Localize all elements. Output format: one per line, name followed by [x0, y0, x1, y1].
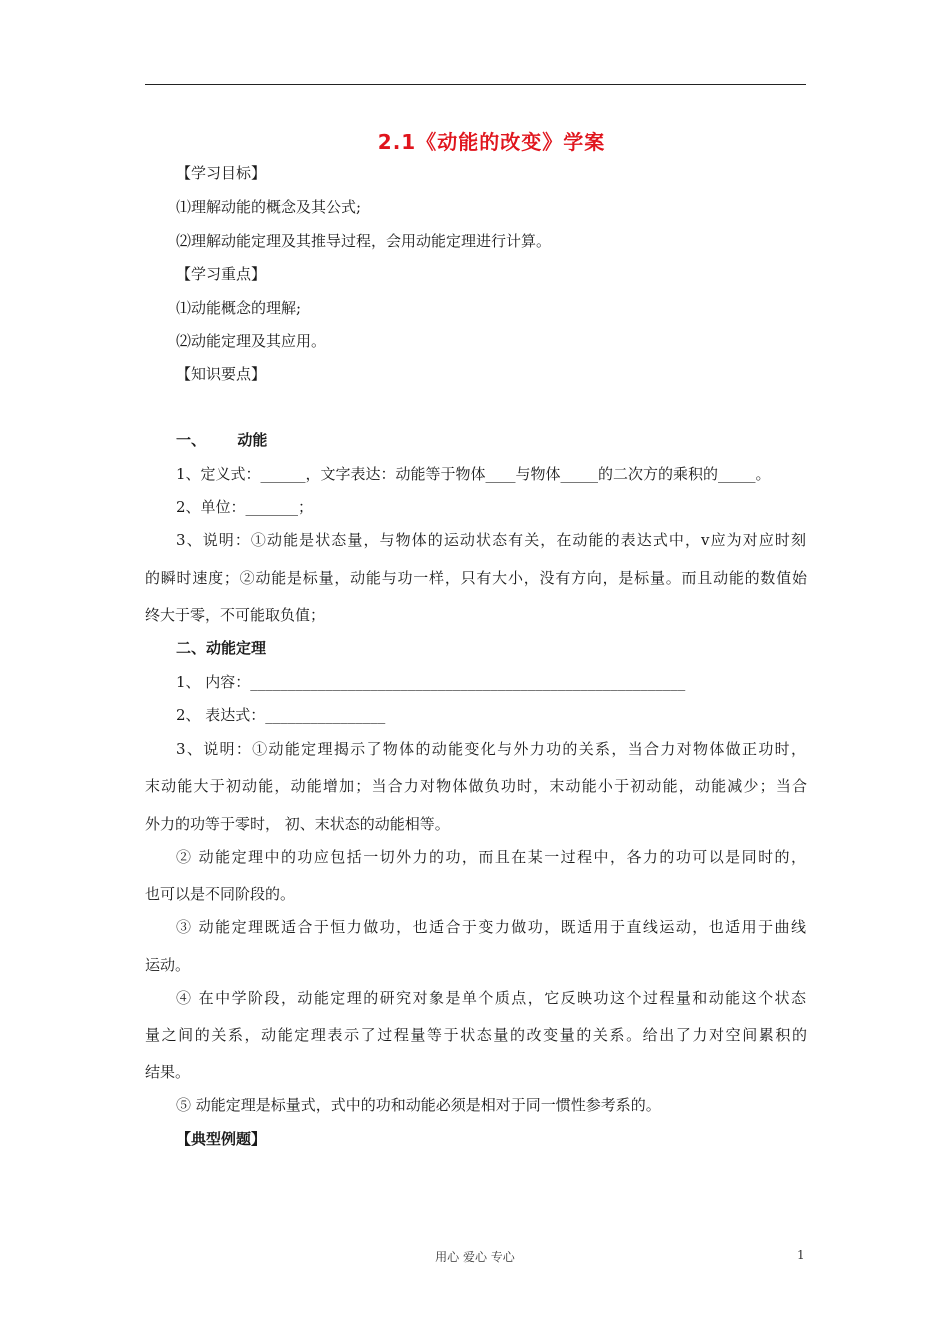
- s2-item1: 1、 内容：__________________________________________________________: [176, 673, 686, 691]
- s1-item3-line1: 3、说明：①动能是状态量，与物体的运动状态有关，在动能的表达式中，v应为对应时刻: [176, 531, 806, 549]
- footer-motto: 用心 爱心 专心: [435, 1250, 515, 1264]
- document-title: 2.1《动能的改变》学案: [377, 130, 606, 154]
- s2-item3-line1: 3、说明：①动能定理揭示了物体的动能变化与外力功的关系，当合力对物体做正功时，: [176, 740, 806, 758]
- section2-heading: 二、动能定理: [176, 639, 267, 657]
- section1-heading: 一、 动能: [176, 431, 268, 449]
- s1-item3-line2: 的瞬时速度；②动能是标量，动能与功一样，只有大小，没有方向，是标量。而且动能的数值始: [145, 569, 807, 587]
- key-point-1: ⑴动能概念的理解;: [176, 299, 302, 317]
- s1-item1: 1、定义式：______，文字表达：动能等于物体____与物体_____的二次方的乘积的_____。: [176, 465, 771, 483]
- s1-item2: 2、单位：_______；: [176, 498, 314, 516]
- examples-heading: 【典型例题】: [176, 1130, 267, 1148]
- page-number: 1: [797, 1248, 805, 1262]
- s2-note2-line1: ② 动能定理中的功应包括一切外力的功，而且在某一过程中，各力的功可以是同时的，: [176, 848, 806, 866]
- knowledge-heading: 【知识要点】: [176, 365, 267, 383]
- objectives-heading: 【学习目标】: [176, 164, 267, 182]
- s2-item3-line3: 外力的功等于零时， 初、末状态的动能相等。: [145, 815, 450, 833]
- header-rule: [145, 84, 806, 85]
- s1-item3-line3: 终大于零，不可能取负值；: [145, 606, 326, 624]
- s2-note4-line1: ④ 在中学阶段，动能定理的研究对象是单个质点，它反映功这个过程量和动能这个状态: [176, 989, 806, 1007]
- key-point-2: ⑵动能定理及其应用。: [176, 332, 327, 350]
- s2-note4-line2: 量之间的关系，动能定理表示了过程量等于状态量的改变量的关系。给出了力对空间累积的: [145, 1026, 807, 1044]
- s2-item2: 2、 表达式：________________: [176, 706, 386, 724]
- s2-note3-line2: 运动。: [145, 956, 191, 974]
- s2-note3-line1: ③ 动能定理既适合于恒力做功，也适合于变力做功，既适用于直线运动，也适用于曲线: [176, 918, 806, 936]
- s2-note2-line2: 也可以是不同阶段的。: [145, 885, 296, 903]
- key-points-heading: 【学习重点】: [176, 265, 267, 283]
- objective-2: ⑵理解动能定理及其推导过程，会用动能定理进行计算。: [176, 232, 552, 250]
- s2-note5: ⑤ 动能定理是标量式，式中的功和动能必须是相对于同一惯性参考系的。: [176, 1096, 661, 1114]
- s2-note4-line3: 结果。: [145, 1063, 191, 1081]
- s2-item3-line2: 末动能大于初动能，动能增加；当合力对物体做负功时，末动能小于初动能，动能减少；当合: [145, 777, 807, 795]
- objective-1: ⑴理解动能的概念及其公式;: [176, 198, 362, 216]
